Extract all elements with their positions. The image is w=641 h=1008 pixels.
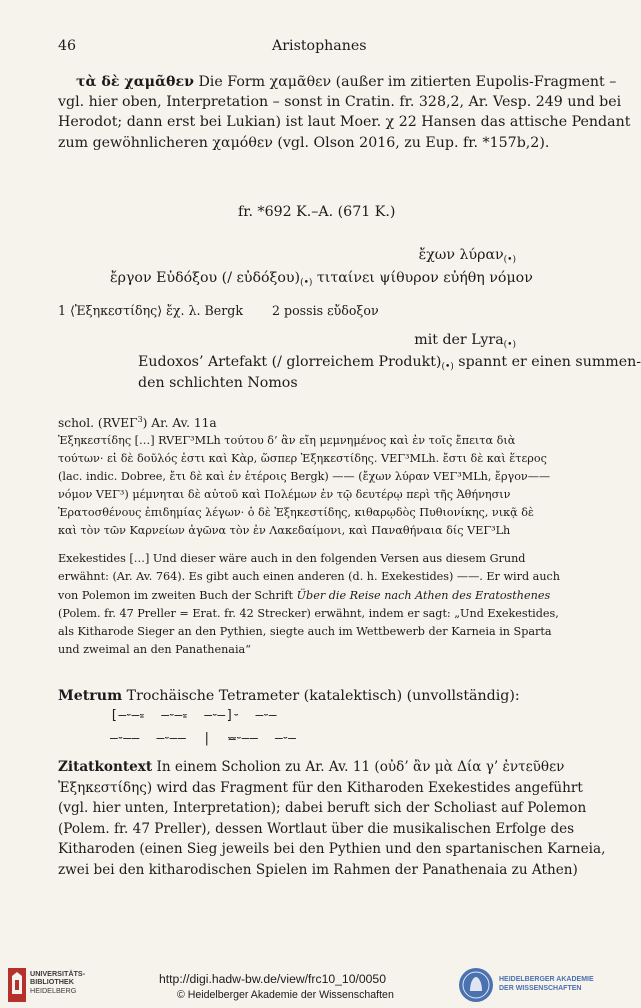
verse-1-text: ἔχων λύραν bbox=[418, 247, 504, 263]
zitatkontext-line: zwei bei den kitharodischen Spielen im Rahmen der Panathenaia zu Athen) bbox=[58, 861, 578, 878]
university-library-logo-icon bbox=[8, 968, 26, 1002]
metrum-scheme-2: –⏑–– –⏑–– | ⏕⏑–– –⏑– bbox=[110, 731, 297, 746]
translation-2-mark: (•) bbox=[441, 362, 454, 372]
scholion-ref bbox=[58, 411, 567, 432]
zitatkontext-line: (vgl. hier unten, Interpretation); dabei beruft sich der Scholiast auf Polemon bbox=[58, 800, 587, 816]
translation-1-text: mit der Lyra bbox=[414, 332, 504, 348]
scholion-greek-line: καὶ τὸν τῶν Καρνείων ἀγῶνα τὸν ἐν Λακεδαίμονι, καὶ Παναθήναια δίς VEΓ³Lh bbox=[58, 524, 511, 537]
zitatkontext-text: In einem Scholion zu Ar. Av. 11 (οὐδ’ ἂν μὰ Δία γ’ ἐντεῦθεν bbox=[156, 759, 565, 775]
footer bbox=[0, 966, 594, 1008]
fragment-heading: fr. *692 K.–A. (671 K.) bbox=[238, 204, 396, 220]
scholion-german-line: und zweimal an den Panathenaia“ bbox=[58, 643, 251, 657]
scholion-greek-line: (lac. indic. Dobree, ἔτι δὲ καὶ ἐν ἑτέροις Bergk) —— (ἔχων λύραν VEΓ³MLh, ἔργον—— bbox=[58, 470, 551, 483]
metrum-line bbox=[58, 686, 520, 706]
verse-1 bbox=[419, 245, 516, 270]
translation-2-text-a: Eudoxos’ Artefakt (/ glorreichem Produkt) bbox=[138, 354, 442, 370]
translation-3: den schlichten Nomos bbox=[138, 375, 298, 391]
verse-1-mark: (•) bbox=[503, 255, 516, 265]
zitatkontext-line: Kitharoden (einen Sieg jeweils bei den Pythien und den spartanischen Karneia, bbox=[58, 841, 606, 857]
translation-1-mark: (•) bbox=[503, 340, 516, 350]
scholion-german-line: erwähnt: (Ar. Av. 764). Es gibt auch einen anderen (d. h. Exekestides) ——. Er wird auch bbox=[58, 570, 561, 584]
scholion-translation bbox=[58, 550, 567, 660]
scholion-ref-rest: ) Ar. Av. 11a bbox=[142, 416, 217, 430]
zitatkontext-block bbox=[58, 757, 606, 880]
akademie-seal-icon bbox=[458, 967, 494, 1003]
scholion-german-text: von Polemon im zweiten Buch der Schrift bbox=[58, 588, 297, 602]
verse-2-mark: (•) bbox=[300, 278, 313, 288]
lemma-text-3: Herodot; dann erst bei Lukian) ist laut Moer. χ 22 Hansen das attische Pendant bbox=[58, 114, 631, 131]
running-title: Aristophanes bbox=[272, 38, 367, 54]
scholion-greek-line: Ἐρατοσθένους ἐπιδημίας λέγων· ὁ δὲ Ἐξηκεστίδης, κιθαρῳδὸς Πυθιονίκης, νικᾷ δὲ bbox=[58, 506, 534, 519]
lemma-paragraph bbox=[58, 72, 631, 153]
scholion-ref-text: schol. (RVEΓ bbox=[58, 416, 138, 430]
scholion-greek-line: νόμον VEΓ³) μέμνηται δὲ αὐτοῦ καὶ Πολέμων ἐν τῷ δευτέρῳ περὶ τῆς Ἀθήνησιν bbox=[58, 488, 511, 501]
scholion-ref-sup: 3 bbox=[137, 415, 143, 424]
university-library-name bbox=[30, 970, 85, 995]
zitatkontext-line: (Polem. fr. 47 Preller), dessen Wortlaut über die musikalischen Erfolge des bbox=[58, 820, 575, 837]
metrum-text: Trochäische Tetrameter (katalektisch) (unvollständig): bbox=[126, 688, 520, 704]
verse-2-text-a: ἔργον Εὐδόξου (/ εὐδόξου) bbox=[110, 270, 301, 286]
scholion-german-title: Über die Reise nach Athen des Eratosthenes bbox=[296, 588, 551, 602]
scholion-german-line: als Kitharode Sieger an den Pythien, siegte auch im Wettbewerb der Karneia in Sparta bbox=[58, 625, 552, 639]
page-number: 46 bbox=[58, 38, 77, 54]
metrum-label: Metrum bbox=[58, 688, 123, 704]
akademie-name-line: HEIDELBERGER AKADEMIE bbox=[499, 976, 594, 983]
scholion-greek-line: τούτων· εἰ δὲ δοῦλός ἐστι καὶ Κὰρ, ὥσπερ Ἐξηκεστίδης. VEΓ³MLh. ἔστι δὲ καὶ ἕτερος bbox=[58, 452, 547, 465]
akademie-name bbox=[499, 976, 594, 993]
scholion-block bbox=[58, 411, 567, 540]
apparatus-1: 1 ⟨Ἐξηκεστίδης⟩ ἔχ. λ. Bergk bbox=[58, 303, 243, 318]
scholion-german-line bbox=[58, 587, 567, 605]
lemma-text-2: vgl. hier oben, Interpretation – sonst in Cratin. fr. 328,2, Ar. Vesp. 249 und bei bbox=[58, 94, 622, 111]
zitatkontext-line: Ἐξηκεστίδης) wird das Fragment für den Kitharoden Exekestides angeführt bbox=[58, 779, 583, 796]
lemma-greek: τὰ δὲ χαμᾶθεν bbox=[76, 74, 194, 90]
zitatkontext-label: Zitatkontext bbox=[58, 759, 153, 775]
translation-2-text-b: spannt er einen summen- bbox=[453, 354, 641, 370]
library-name-line: UNIVERSITÄTS- bbox=[30, 969, 86, 978]
scholion-german-line: (Polem. fr. 47 Preller = Erat. fr. 42 Strecker) erwähnt, indem er sagt: „Und Exekestides, bbox=[58, 606, 559, 620]
scholion-german-line: Exekestides […] Und dieser wäre auch in den folgenden Versen aus diesem Grund bbox=[58, 552, 526, 565]
footer-url-link[interactable]: http://digi.hadw-bw.de/view/frc10_10/0050 bbox=[159, 972, 386, 986]
zitatkontext-line bbox=[58, 757, 567, 778]
scholion-greek-line: Ἐξηκεστίδης […] RVEΓ³MLh τούτου δ’ ἂν εἴη μεμνημένος καὶ ἐν τοῖς ἔπειτα διὰ bbox=[58, 434, 516, 447]
lemma-text-1: Die Form χαμᾶθεν (außer im zitierten Eupolis-Fragment – bbox=[198, 74, 617, 90]
metrum-scheme-1: [–⏑–⏓ –⏑–⏓ –⏑–]⏑ –⏑– bbox=[110, 708, 278, 723]
verse-2-text-b: τιταίνει ψίθυρον εὐήθη νόμον bbox=[312, 270, 533, 286]
footer-copyright: © Heidelberger Akademie der Wissenschaften bbox=[177, 989, 394, 1001]
akademie-name-line: DER WISSENSCHAFTEN bbox=[499, 984, 582, 992]
library-name-line: HEIDELBERG bbox=[30, 985, 77, 995]
verse-2 bbox=[110, 268, 533, 293]
library-name-line: BIBLIOTHEK bbox=[30, 977, 74, 987]
lemma-text-4: zum gewöhnlicheren χαμόθεν (vgl. Olson 2016, zu Eup. fr. *157b,2). bbox=[58, 134, 550, 151]
apparatus-2: 2 possis εὔδοξον bbox=[272, 303, 379, 318]
